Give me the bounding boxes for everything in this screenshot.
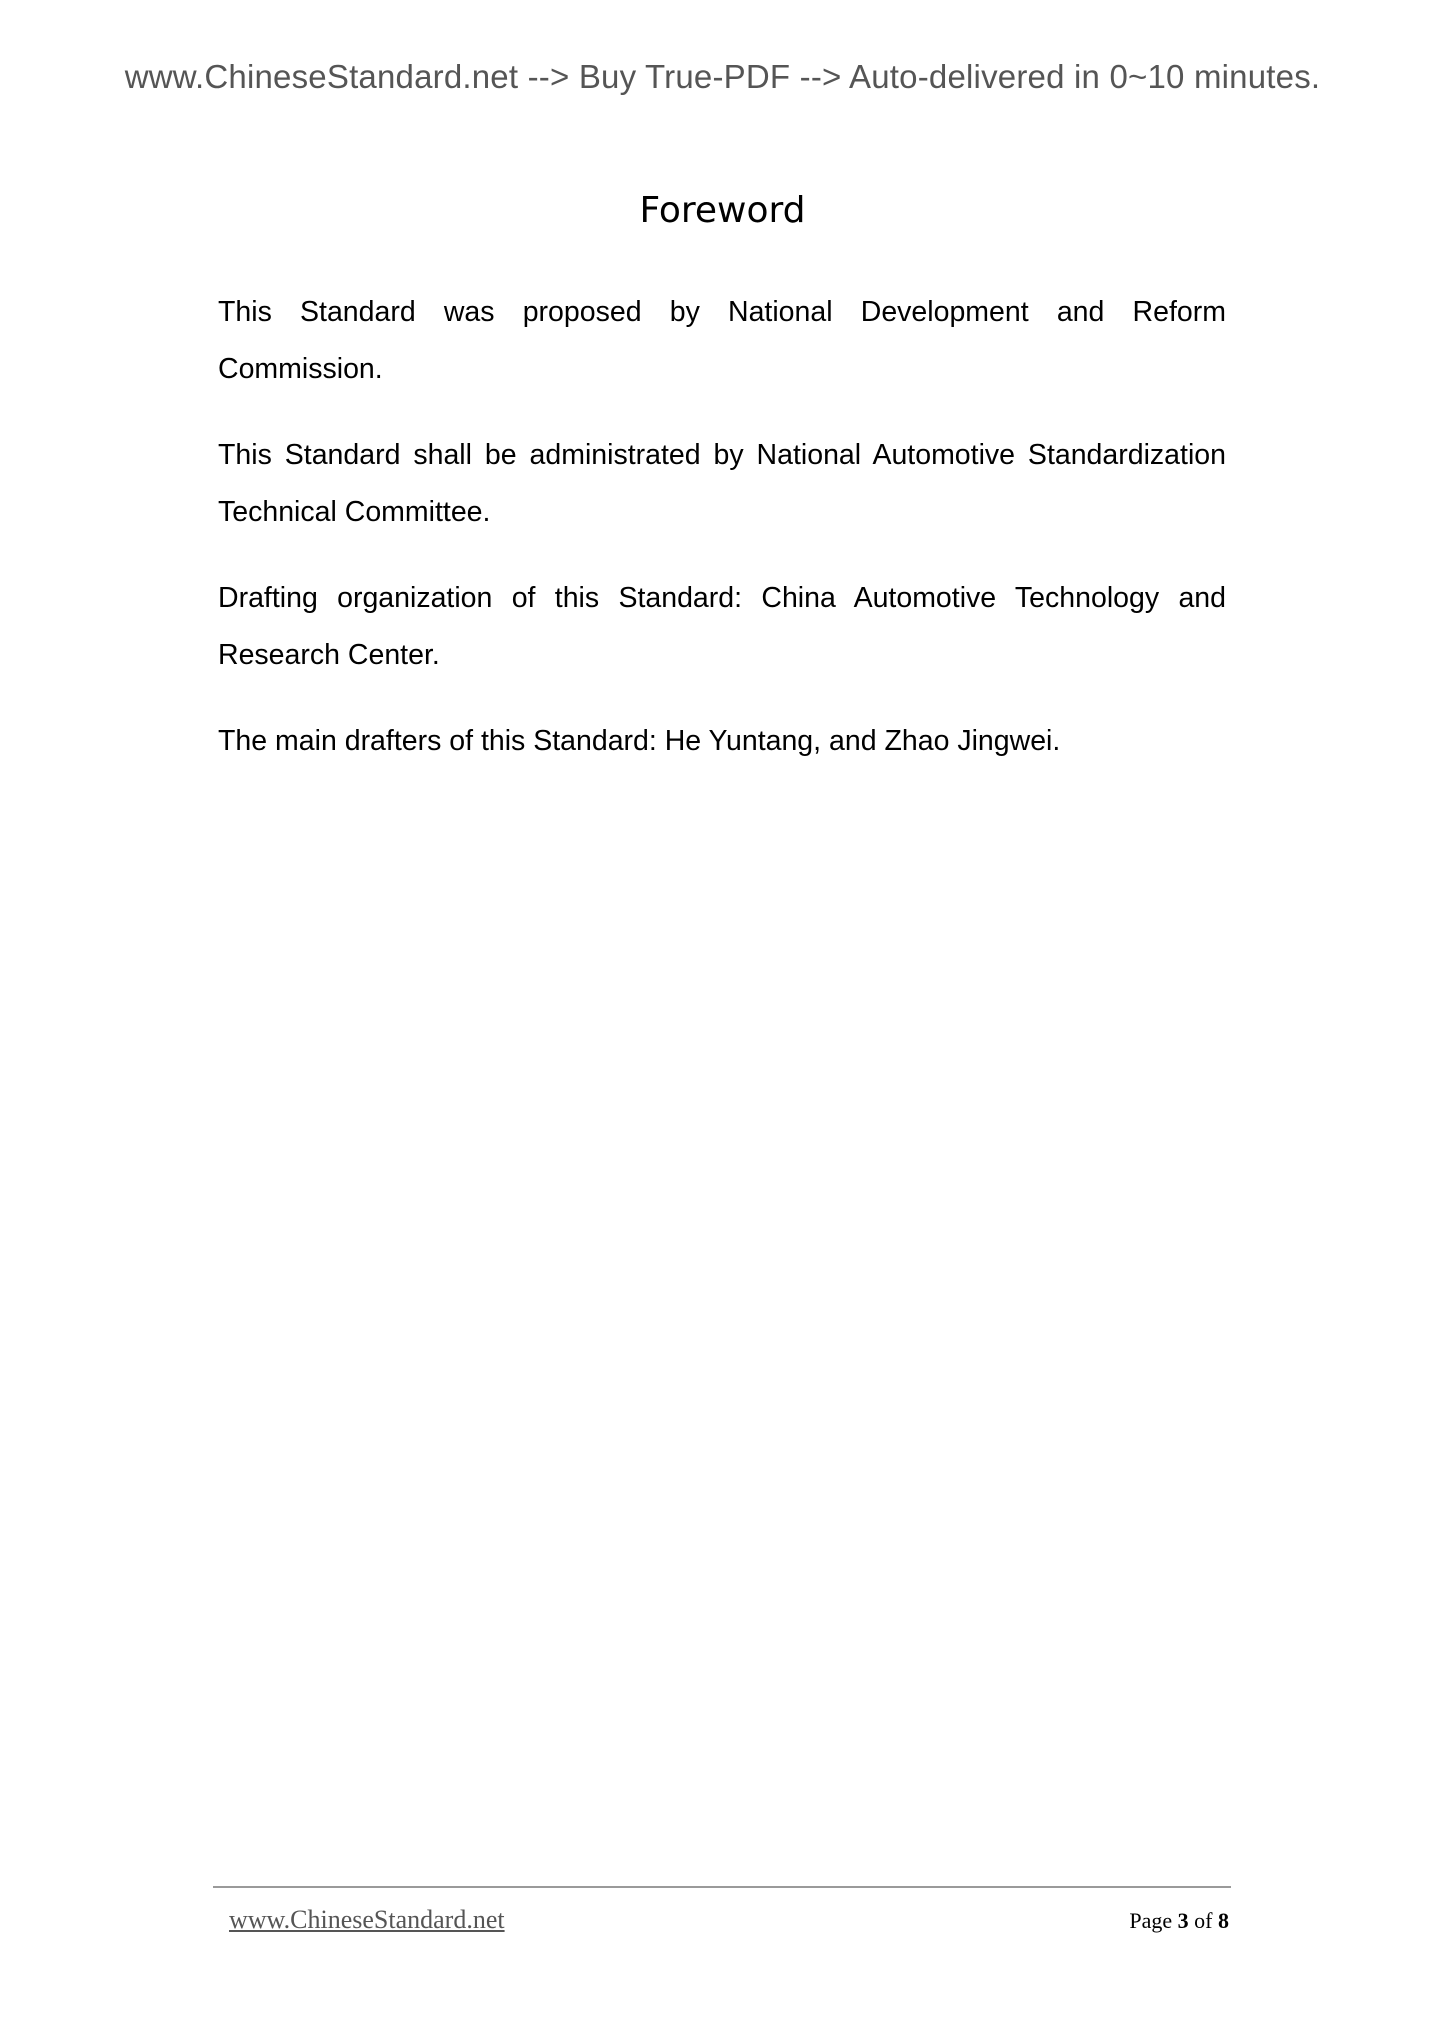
paragraph-administrated-by: This Standard shall be administrated by National Automotive Standardization Technical Committee.	[218, 439, 1226, 528]
page-prefix: Page	[1129, 1908, 1173, 1933]
paragraph-drafting-organization: Drafting organization of this Standard: China Automotive Technology and Research Center.	[218, 582, 1226, 671]
document-body	[218, 284, 1226, 799]
top-banner: www.ChineseStandard.net --> Buy True-PDF --> Auto-delivered in 0~10 minutes.	[124, 58, 1321, 95]
footer-site-link[interactable]: www.ChineseStandard.net	[229, 1905, 505, 1934]
page-of: of	[1194, 1908, 1213, 1933]
paragraph-main-drafters: The main drafters of this Standard: He Yuntang, and Zhao Jingwei.	[218, 725, 1061, 757]
paragraph-proposed-by: This Standard was proposed by National Development and Reform Commission.	[218, 296, 1226, 385]
footer-divider	[213, 1886, 1231, 1888]
page-number	[1129, 1908, 1229, 1934]
page-total: 8	[1218, 1908, 1229, 1933]
page-title: Foreword	[639, 190, 806, 231]
page-current: 3	[1177, 1908, 1189, 1933]
